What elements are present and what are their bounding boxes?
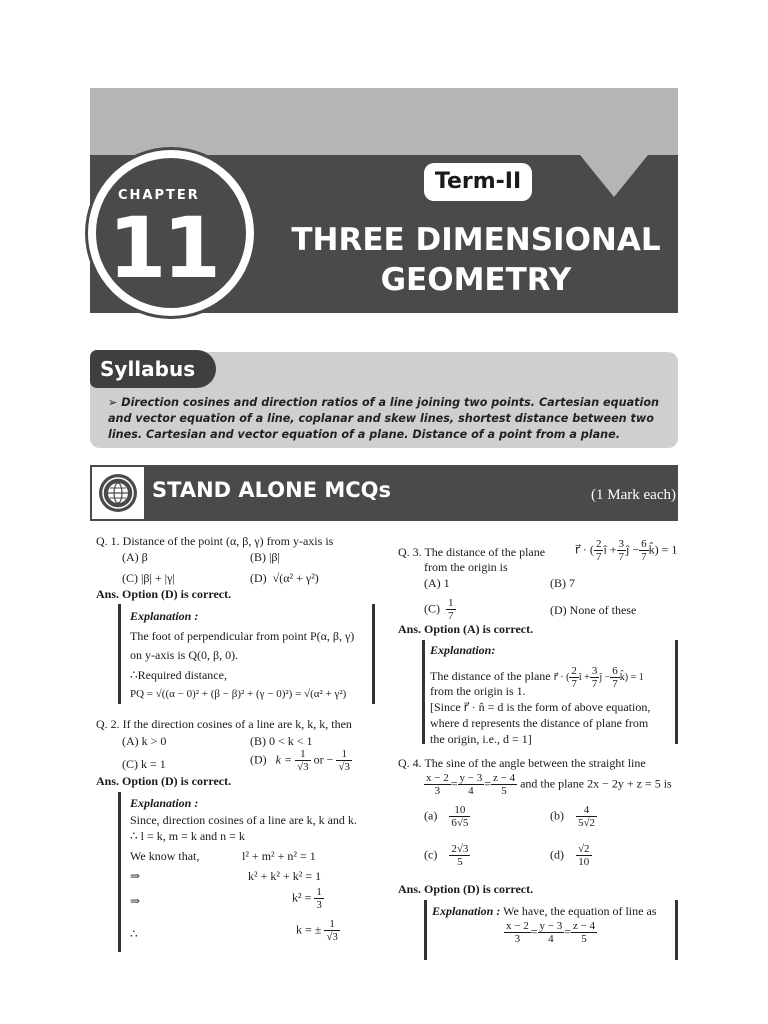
- q4-option-b-frac: $\frac{4}{5√2}$: [578, 804, 596, 829]
- q1-answer: Ans. Option (D) is correct.: [96, 587, 232, 601]
- q4-answer: Ans. Option (D) is correct.: [398, 882, 534, 896]
- q2-stem: Q. 2. If the direction cosines of a line are k, k, k, then: [96, 717, 352, 731]
- q3-explanation-title: Explanation:: [430, 643, 496, 657]
- q1-option-b: (B) |β|: [250, 550, 280, 564]
- q1-option-d-expr: √(α² + γ²): [272, 571, 319, 585]
- q3-explanation-line2: from the origin is 1.: [430, 684, 526, 698]
- q2-option-a: (A) k > 0: [122, 734, 167, 748]
- q2-line6-frac: $\frac{1}{√3}$: [326, 918, 338, 943]
- chapter-number: 11: [108, 199, 217, 297]
- q2-line5-text: k² =: [292, 890, 312, 905]
- bullet-icon: ➢: [108, 396, 118, 409]
- q2-option-b: (B) 0 < k < 1: [250, 734, 313, 748]
- q4-explanation-line-equation: $\frac{x - 2}{3}$ = $\frac{y - 3}{4}$ = $\frac{z - 4}{5}$: [506, 920, 596, 945]
- q4-option-c: (c) $\frac{2√3}{5}$: [424, 843, 469, 868]
- q1-option-c: (C) |β| + |γ|: [122, 571, 175, 585]
- q1-explanation-line1: The foot of perpendicular from point P(α, β, γ): [130, 629, 355, 643]
- q2-option-d-k: k =: [275, 752, 293, 767]
- q3-option-c: [424, 597, 456, 622]
- q2-explanation-line2: ∴ l = k, m = k and n = k: [130, 829, 245, 843]
- q3-option-c-label: (C): [424, 601, 440, 616]
- q2-arrow-2: ⇒: [130, 894, 141, 908]
- q3-exp-line1-text: The distance of the plane: [430, 668, 551, 683]
- q1-option-d-label: (D): [250, 571, 267, 585]
- q4-option-a: (a) $\frac{10}{6√5}$: [424, 804, 469, 829]
- q2-option-d-or: or −: [313, 752, 334, 767]
- syllabus-text: [108, 395, 668, 443]
- q2-arrow-1: ⇒: [130, 869, 141, 883]
- q2-explanation-title: Explanation :: [130, 796, 199, 810]
- q1-explanation-line4: PQ = √((α − 0)² + (β − β)² + (γ − 0)²) = √(α² + γ²): [130, 688, 347, 700]
- q3-explanation-bar: [422, 640, 425, 744]
- term-badge: Term-II: [424, 163, 532, 201]
- q2-explanation-line3b: l² + m² + n² = 1: [242, 849, 316, 863]
- q4-option-d-frac: $\frac{√2}{10}$: [578, 843, 590, 868]
- q4-stem-b: and the plane 2x − 2y + z = 5 is: [520, 776, 672, 791]
- q2-explanation-bar: [118, 792, 121, 952]
- q2-explanation-line6: [296, 918, 340, 943]
- q3-eq-left: r⃗ · (: [575, 542, 594, 557]
- q3-option-a: (A) 1: [424, 576, 450, 590]
- q3-khat: k̂) = 1: [648, 542, 678, 557]
- q3-answer: Ans. Option (A) is correct.: [398, 622, 534, 636]
- q3-frac3: $\frac{6}{7}$: [641, 538, 647, 563]
- q1-stem: Q. 1. Distance of the point (α, β, γ) from y-axis is: [96, 534, 334, 548]
- q3-jhat: ĵ −: [626, 542, 640, 557]
- q4-line-frac2: $\frac{y - 3}{4}$: [459, 772, 483, 797]
- chapter-title-line1: THREE DIMENSIONAL: [291, 222, 661, 258]
- q2-explanation-line1: Since, direction cosines of a line are k, k and k.: [130, 813, 357, 827]
- q4-explanation-line1: [432, 904, 656, 918]
- q2-option-c: (C) k = 1: [122, 757, 166, 771]
- q3-ihat: î +: [603, 542, 617, 557]
- q2-option-d-frac2: $\frac{1}{√3}$: [338, 748, 350, 773]
- q2-explanation-line3a: We know that,: [130, 849, 200, 863]
- q3-explanation-line5: the origin, i.e., d = 1]: [430, 732, 532, 746]
- q1-explanation-line3: ∴Required distance,: [130, 668, 227, 682]
- q3-option-c-frac: $\frac{1}{7}$: [448, 597, 454, 622]
- q2-explanation-line4: k² + k² + k² = 1: [248, 869, 322, 883]
- q1-explanation-bar: [118, 604, 121, 704]
- header-top-band: [90, 88, 678, 158]
- q2-answer: Ans. Option (D) is correct.: [96, 774, 232, 788]
- q3-explanation-bar-right: [675, 640, 678, 744]
- q1-option-a: (A) β: [122, 550, 148, 564]
- syllabus-label: Syllabus: [90, 350, 216, 388]
- q3-explanation-line4: where d represents the distance of plane from: [430, 716, 649, 730]
- q2-explanation-line5: [292, 886, 324, 911]
- q4-line-equation: $\frac{x - 2}{3}$ = $\frac{y - 3}{4}$ = $\frac{z - 4}{5}$ and the plane 2x − 2y + z = 5 is: [426, 772, 672, 797]
- section-title: STAND ALONE MCQs: [152, 478, 392, 502]
- q4-option-c-frac: $\frac{2√3}{5}$: [451, 843, 469, 868]
- chapter-label: CHAPTER: [118, 188, 200, 203]
- q2-therefore: ∴: [130, 927, 138, 941]
- q1-option-d: [250, 571, 319, 585]
- q2-line5-frac: $\frac{1}{3}$: [316, 886, 322, 911]
- q2-option-d: [250, 748, 352, 773]
- q3-exp-line1-eq: r⃗ · ( $\frac{2}{7}$ î + $\frac{3}{7}$ ĵ − $\frac{6}{7}$ k̂) = 1: [553, 665, 644, 690]
- q4-explanation-bar-right: [675, 900, 678, 960]
- q4-line-frac1: $\frac{x - 2}{3}$: [426, 772, 449, 797]
- q3-frac2: $\frac{3}{7}$: [618, 538, 625, 563]
- q3-option-b: (B) 7: [550, 576, 575, 590]
- section-marks: (1 Mark each): [591, 487, 676, 503]
- q2-option-d-frac1: $\frac{1}{√3}$: [297, 748, 309, 773]
- q3-stem-a: Q. 3. The distance of the plane: [398, 545, 546, 559]
- q4-explanation-text: We have, the equation of line as: [503, 904, 657, 918]
- q2-line6-text: k = ±: [296, 922, 322, 937]
- header-notch: [580, 155, 648, 197]
- syllabus-content: Direction cosines and direction ratios of a line joining two points. Cartesian equation and vector equation of a line, coplanar and skew lines, shortest distance between two lines. Cartesian and vector equation of a plane. Distance of a point from a plane.: [108, 396, 659, 441]
- q3-plane-equation: [575, 538, 677, 563]
- q4-option-a-frac: $\frac{10}{6√5}$: [451, 804, 469, 829]
- q4-explanation-title: Explanation :: [432, 904, 501, 918]
- q3-stem-b: from the origin is: [424, 560, 508, 574]
- q4-explanation-bar: [424, 900, 427, 960]
- q3-option-d: (D) None of these: [550, 603, 637, 617]
- chapter-title-line2: GEOMETRY: [380, 262, 572, 298]
- q4-stem: Q. 4. The sine of the angle between the straight line: [398, 756, 646, 770]
- q4-option-b: (b) $\frac{4}{5√2}$: [550, 804, 596, 829]
- q4-option-d: (d) $\frac{√2}{10}$: [550, 843, 590, 868]
- q3-explanation-line3: [Since r⃗ · n̂ = d is the form of above equation,: [430, 700, 651, 714]
- q1-explanation-line2: on y-axis is Q(0, β, 0).: [130, 648, 239, 662]
- q3-frac1: $\frac{2}{7}$: [595, 538, 602, 563]
- q1-explanation-bar-right: [372, 604, 375, 704]
- globe-icon: [97, 472, 139, 514]
- q1-explanation-title: Explanation :: [130, 609, 199, 623]
- q2-option-d-label: (D): [250, 752, 267, 767]
- q4-line-frac3: $\frac{z - 4}{5}$: [493, 772, 516, 797]
